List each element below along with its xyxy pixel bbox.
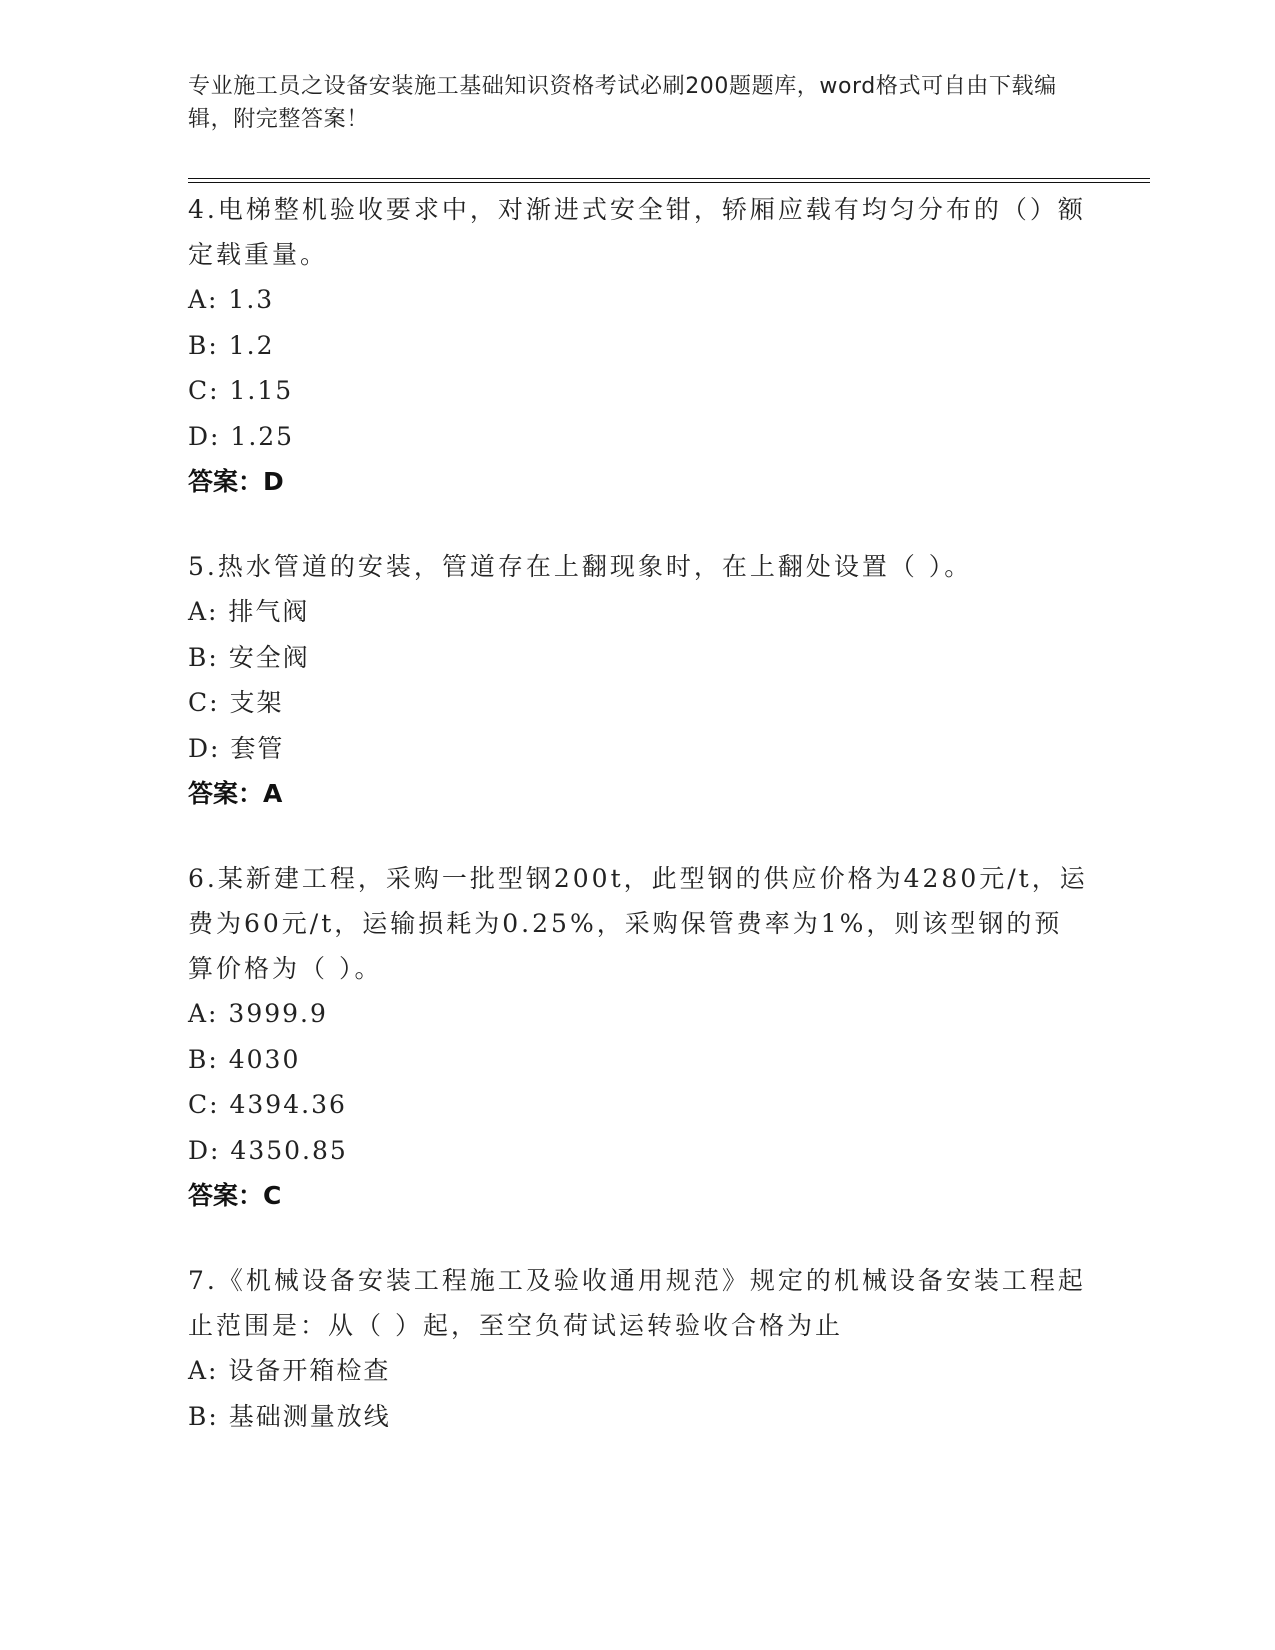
question-item [188, 856, 1088, 1218]
option-a: A: 排气阀 [188, 597, 310, 626]
option-c: C: 支架 [188, 688, 284, 717]
option-a: A: 1.3 [188, 285, 275, 314]
question-text: 5.热水管道的安装，管道存在上翻现象时，在上翻处设置（ ）。 [188, 552, 973, 581]
header-divider-bottom [188, 182, 1150, 183]
question-list [188, 187, 1088, 1479]
question-item [188, 187, 1088, 504]
question-item [188, 1258, 1088, 1439]
option-a: A: 设备开箱检查 [188, 1356, 391, 1385]
option-b: B: 4030 [188, 1044, 301, 1074]
document-header: 专业施工员之设备安装施工基础知识资格考试必刷200题题库，word格式可自由下载编辑，附完整答案！ [188, 74, 1057, 132]
answer-line: 答案：D [188, 467, 284, 496]
question-item [188, 544, 1088, 816]
option-c: C: 1.15 [188, 376, 294, 405]
question-text: 4.电梯整机验收要求中，对渐进式安全钳，轿厢应载有均匀分布的（）额定载重量。 [188, 195, 1086, 269]
question-text: 7.《机械设备安装工程施工及验收通用规范》规定的机械设备安装工程起止范围是：从（ ）起，至空负荷试运转验收合格为止 [188, 1266, 1086, 1340]
option-c: C: 4394.36 [188, 1090, 347, 1119]
option-a: A: 3999.9 [188, 999, 328, 1028]
option-b: B: 1.2 [188, 330, 275, 360]
answer-line: 答案：C [188, 1181, 282, 1210]
option-d: D: 1.25 [188, 421, 295, 451]
option-d: D: 套管 [188, 733, 285, 763]
option-b: B: 基础测量放线 [188, 1401, 391, 1431]
header-divider-top [188, 178, 1150, 179]
answer-line: 答案：A [188, 779, 283, 808]
question-text: 6.某新建工程，采购一批型钢200t，此型钢的供应价格为4280元/t，运费为60元/t，运输损耗为0.25%，采购保管费率为1%，则该型钢的预算价格为（ ）。 [188, 864, 1088, 983]
option-b: B: 安全阀 [188, 642, 310, 672]
option-d: D: 4350.85 [188, 1135, 348, 1165]
